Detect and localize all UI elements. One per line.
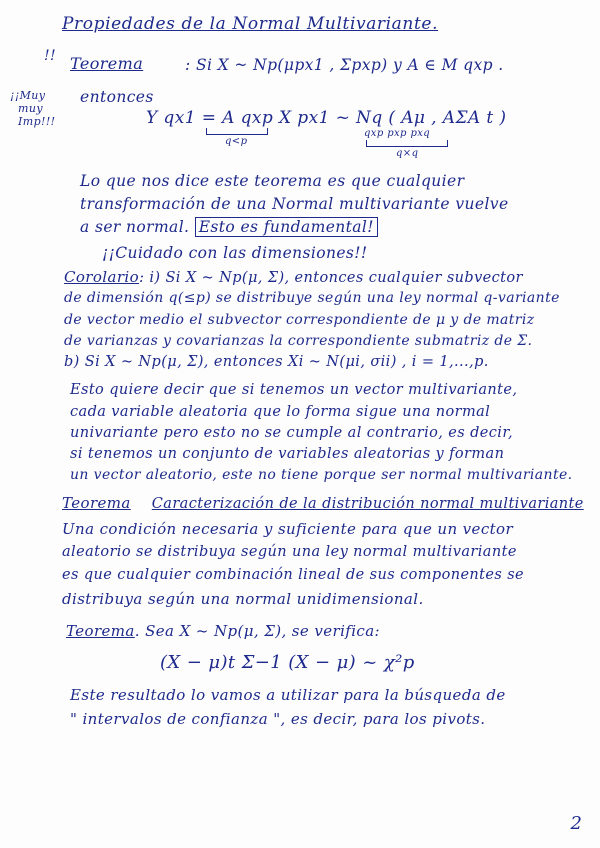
- dimension-label: qxp pxp pxq: [364, 128, 431, 139]
- corolario-line-1: [64, 268, 523, 286]
- paragraph-1-line-3: [80, 218, 378, 236]
- teorema-1-formula: Y qx1 = A qxp X px1 ~ Nq ( Aμ , AΣA t ): [146, 108, 507, 128]
- teorema-2-heading: Caracterización de la distribución normal multivariante: [151, 496, 584, 512]
- teorema-2-line-2: aleatorio se distribuya según una ley normal multivariante: [62, 544, 517, 560]
- paragraph-2-line-3: univariante pero esto no se cumple al contrario, es decir,: [70, 425, 514, 441]
- margin-note-line-2: muy: [18, 102, 43, 115]
- teorema-3-formula: (X − μ)t Σ−1 (X − μ) ~ χ²p: [160, 652, 415, 673]
- teorema-1-statement: : Si X ~ Np(μpx1 , Σpxp) y A ∈ M qxp .: [185, 56, 504, 74]
- teorema-2-heading-line: [62, 494, 584, 512]
- underbrace-1: [206, 128, 268, 135]
- paragraph-3-line-1: Este resultado lo vamos a utilizar para la búsqueda de: [70, 686, 506, 704]
- teorema-3-label: Teorema: [66, 622, 135, 640]
- teorema-2-label: Teorema: [62, 494, 131, 512]
- teorema-3-statement: . Sea X ~ Np(μ, Σ), se verifica:: [134, 622, 381, 640]
- corolario-line-4: de varianzas y covarianzas la correspondiente submatriz de Σ.: [64, 333, 533, 349]
- entonces-text: entonces: [80, 88, 154, 106]
- margin-note-line-1: ¡¡Muy: [10, 89, 46, 102]
- cuidado-note: ¡¡Cuidado con las dimensiones!!: [102, 244, 368, 262]
- underbrace-2: [366, 140, 448, 147]
- page-title: Propiedades de la Normal Multivariante.: [62, 14, 439, 34]
- boxed-emphasis: Esto es fundamental!: [195, 217, 378, 237]
- paragraph-1-line-2: transformación de una Normal multivariante vuelve: [80, 195, 509, 213]
- corolario-line-1-text: : i) Si X ~ Np(μ, Σ), entonces cualquier subvector: [139, 270, 523, 286]
- underbrace-1-label: q<p: [225, 136, 248, 147]
- margin-note-line-3: Imp!!!: [18, 115, 56, 128]
- corolario-line-2: de dimensión q(≤p) se distribuye según una ley normal q-variante: [64, 290, 560, 306]
- paragraph-2-line-2: cada variable aleatoria que lo forma sigue una normal: [70, 404, 491, 420]
- teorema-2-line-4: distribuya según una normal unidimensional.: [62, 590, 424, 608]
- paragraph-1-line-3-text: a ser normal.: [80, 218, 190, 236]
- corolario-label: Corolario: [64, 268, 140, 286]
- page-number: 2: [570, 813, 582, 834]
- paragraph-2-line-5: un vector aleatorio, este no tiene porque ser normal multivariante.: [70, 467, 573, 483]
- teorema-1-label: Teorema: [70, 54, 144, 73]
- teorema-3-line: [66, 622, 380, 640]
- corolario-line-5: b) Si X ~ Np(μ, Σ), entonces Xi ~ N(μi, σii) , i = 1,...,p.: [64, 354, 489, 370]
- corolario-line-3: de vector medio el subvector correspondiente de μ y de matriz: [64, 312, 535, 328]
- paragraph-1-line-1: Lo que nos dice este teorema es que cualquier: [80, 172, 465, 190]
- paragraph-3-line-2: " intervalos de confianza ", es decir, para los pivots.: [70, 710, 486, 728]
- paragraph-2-line-1: Esto quiere decir que si tenemos un vector multivariante,: [70, 382, 518, 398]
- exclamation-mark: !!: [44, 48, 57, 64]
- teorema-2-line-1: Una condición necesaria y suficiente para que un vector: [62, 520, 514, 538]
- underbrace-2-label: q×q: [396, 148, 419, 159]
- paragraph-2-line-4: si tenemos un conjunto de variables aleatorias y forman: [70, 446, 505, 462]
- teorema-2-line-3: es que cualquier combinación lineal de sus componentes se: [62, 567, 525, 583]
